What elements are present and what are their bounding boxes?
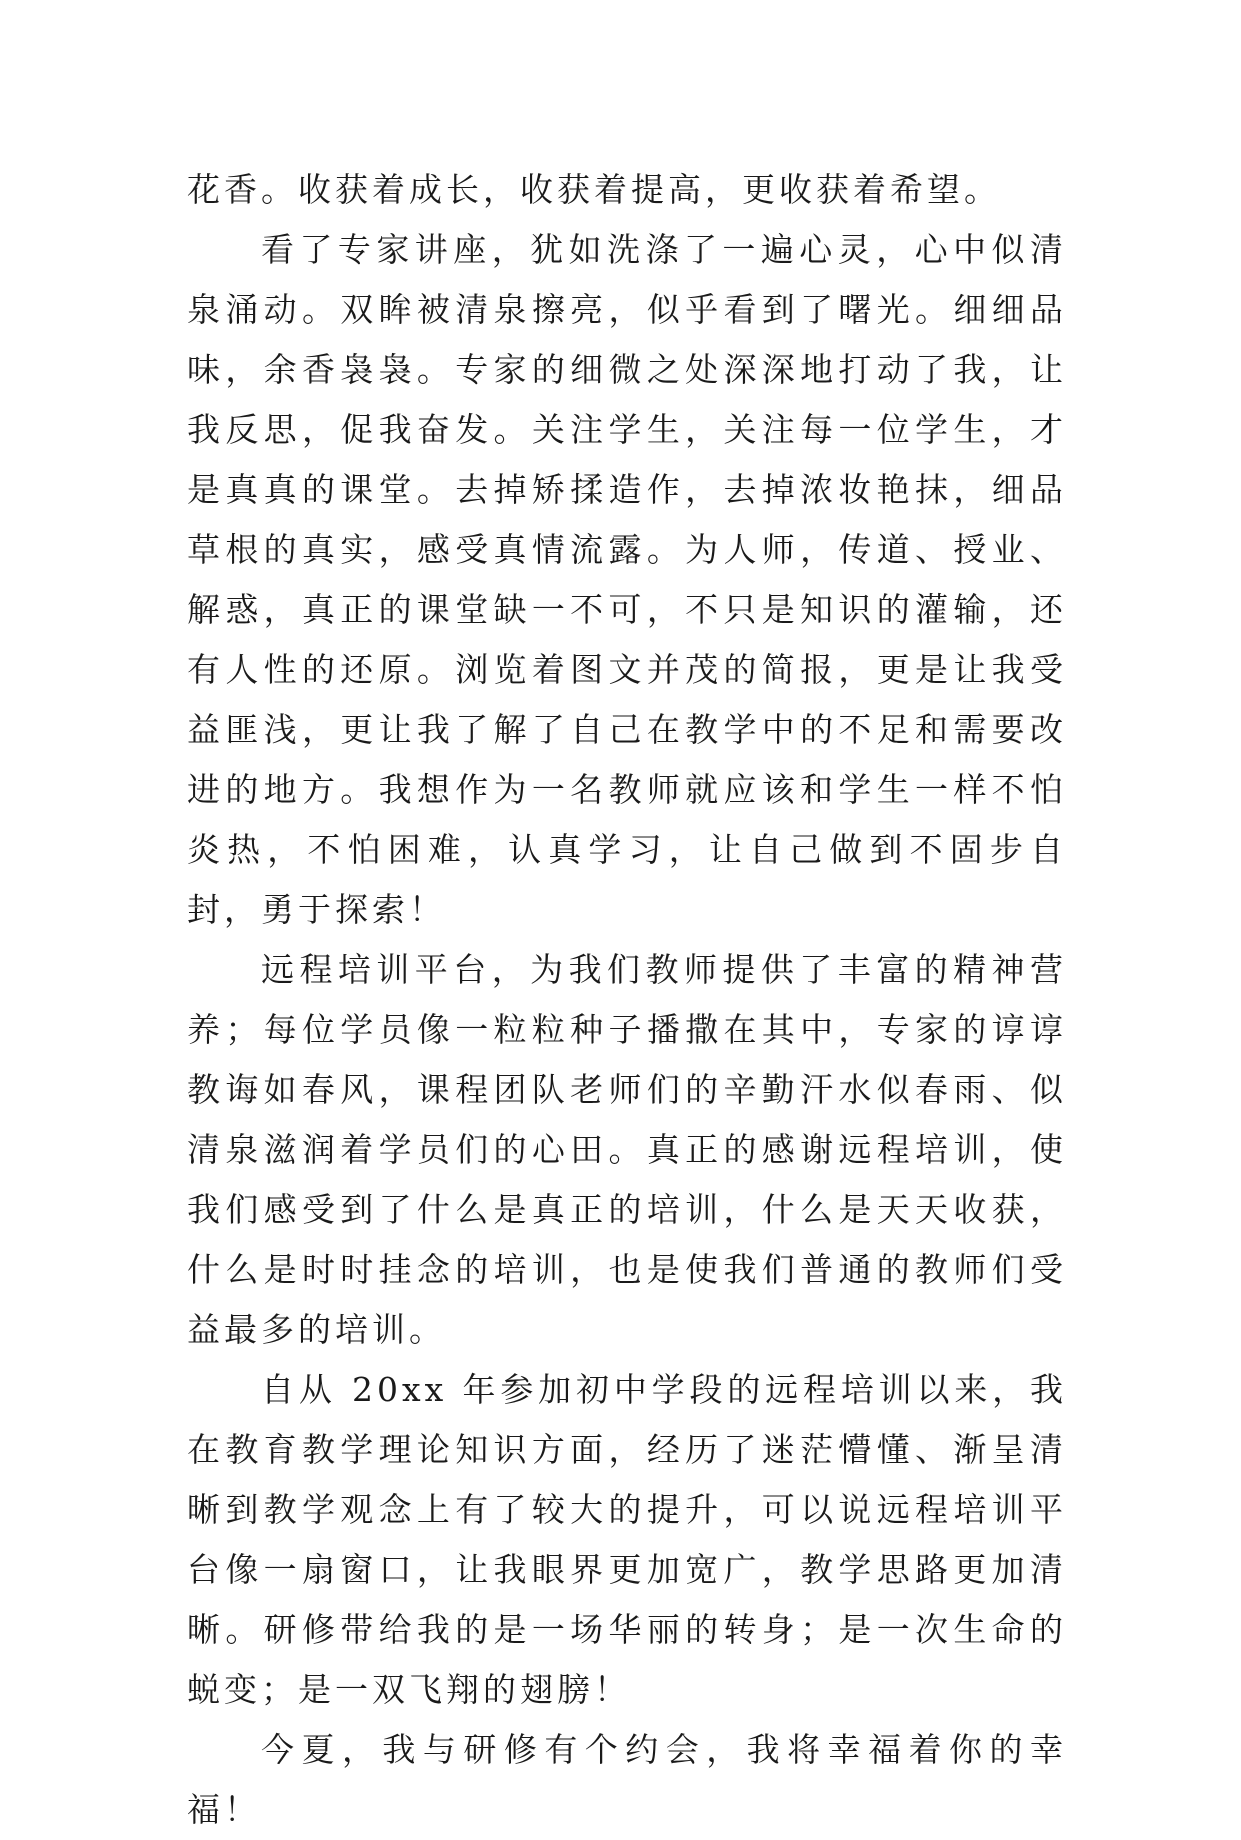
paragraph-3: 远程培训平台，为我们教师提供了丰富的精神营养；每位学员像一粒粒种子播撒在其中，专家的谆谆教诲如春风，课程团队老师们的辛勤汗水似春雨、似清泉滋润着学员们的心田。真正的感谢远程培训，使我们感受到了什么是真正的培训，什么是天天收获，什么是时时挂念的培训，也是使我们普通的教师们受益最多的培训。 xyxy=(187,950,1067,1349)
paragraph-4: 自从 20xx 年参加初中学段的远程培训以来，我在教育教学理论知识方面，经历了迷茫懵懂、渐呈清晰到教学观念上有了较大的提升，可以说远程培训平台像一扇窗口，让我眼界更加宽广，教学思路更加清晰。研修带给我的是一场华丽的转身；是一次生命的蜕变；是一双飞翔的翅膀！ xyxy=(187,1370,1067,1709)
paragraph-1: 花香。收获着成长，收获着提高，更收获着希望。 xyxy=(187,170,1001,209)
paragraph-2: 看了专家讲座，犹如洗涤了一遍心灵，心中似清泉涌动。双眸被清泉擦亮，似乎看到了曙光。细细品味，余香袅袅。专家的细微之处深深地打动了我，让我反思，促我奋发。关注学生，关注每一位学生，才是真真的课堂。去掉矫揉造作，去掉浓妆艳抹，细品草根的真实，感受真情流露。为人师，传道、授业、解惑，真正的课堂缺一不可，不只是知识的灌输，还有人性的还原。浏览着图文并茂的简报，更是让我受益匪浅，更让我了解了自己在教学中的不足和需要改进的地方。我想作为一名教师就应该和学生一样不怕炎热，不怕困难，认真学习，让自己做到不固步自封，勇于探索！ xyxy=(187,230,1067,929)
paragraph-5: 今夏，我与研修有个约会，我将幸福着你的幸福！ xyxy=(187,1730,1067,1829)
document-body xyxy=(187,160,1067,1840)
